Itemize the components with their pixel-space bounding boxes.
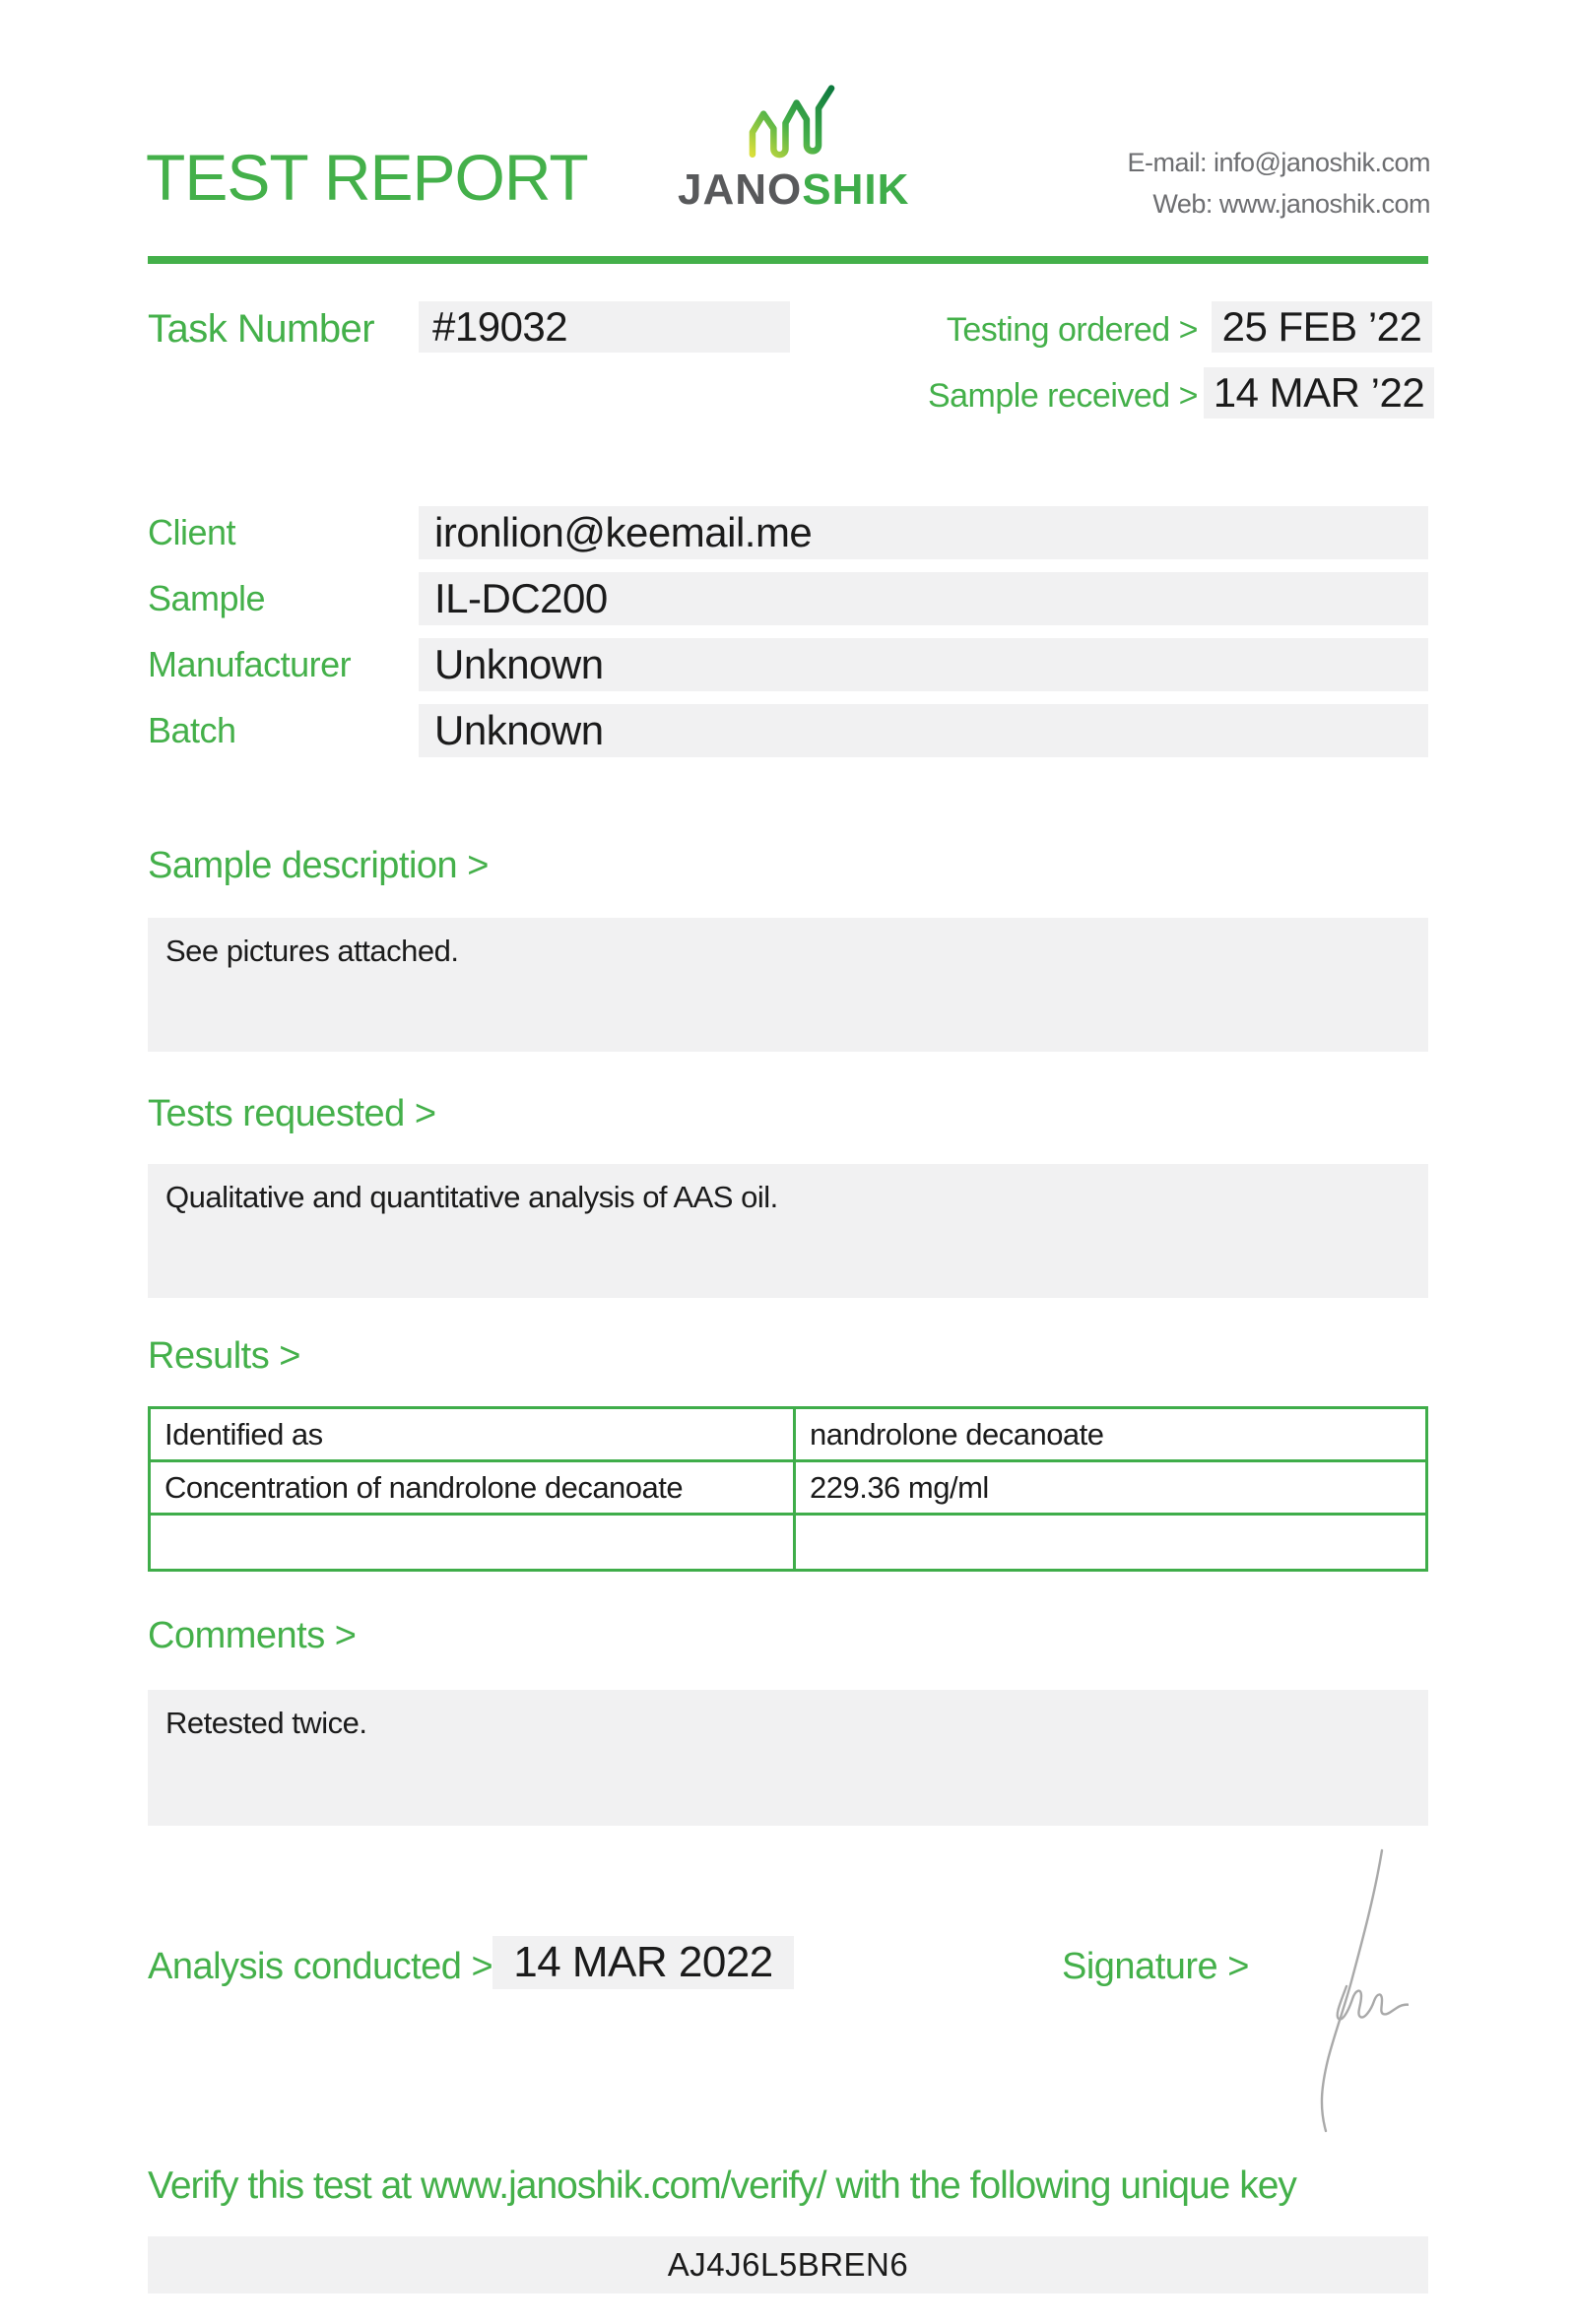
logo-text-jano: JANO (678, 165, 803, 214)
tests-requested-text: Qualitative and quantitative analysis of AAS oil. (165, 1180, 778, 1214)
unique-key-bar (148, 2236, 1428, 2293)
header-divider (148, 256, 1428, 264)
logo-text-shik: SHIK (802, 165, 910, 214)
sample-received-value: 14 MAR ’22 (1213, 369, 1425, 416)
batch-value: Unknown (434, 707, 604, 753)
client-value: ironlion@keemail.me (434, 509, 813, 555)
task-number-label: Task Number (148, 307, 375, 351)
batch-field (419, 704, 1428, 757)
growth-chart-icon (746, 83, 838, 163)
sample-description-box (148, 918, 1428, 1052)
task-number-value: #19032 (432, 303, 568, 350)
manufacturer-value: Unknown (434, 641, 604, 687)
signature-scribble (1285, 1847, 1409, 2135)
comments-text: Retested twice. (165, 1706, 367, 1740)
sample-value: IL-DC200 (434, 575, 608, 621)
table-row (150, 1461, 1427, 1515)
contact-web: Web: www.janoshik.com (1152, 188, 1430, 219)
contact-info (1127, 143, 1430, 226)
testing-ordered-label: Testing ordered > (946, 311, 1198, 349)
analysis-conducted-label: Analysis conducted > (148, 1946, 493, 1987)
sample-description-heading: Sample description > (148, 845, 489, 886)
tests-requested-heading: Tests requested > (148, 1093, 436, 1134)
comments-heading: Comments > (148, 1615, 357, 1656)
analysis-conducted-field (492, 1936, 794, 1989)
sample-label: Sample (148, 578, 266, 618)
sample-field (419, 572, 1428, 625)
signature-label: Signature > (1062, 1946, 1249, 1987)
result-name-cell: Identified as (150, 1408, 795, 1461)
analysis-conducted-value: 14 MAR 2022 (513, 1938, 773, 1986)
verify-instruction: Verify this test at www.janoshik.com/verify/ with the following unique key (148, 2164, 1296, 2207)
testing-ordered-value: 25 FEB ’22 (1221, 303, 1422, 350)
comments-box (148, 1690, 1428, 1826)
logo-wordmark (678, 165, 910, 215)
table-row (150, 1515, 1427, 1571)
sample-received-field (1204, 367, 1434, 419)
result-name-cell (150, 1515, 795, 1571)
table-row (150, 1408, 1427, 1461)
manufacturer-field (419, 638, 1428, 691)
tests-requested-box (148, 1164, 1428, 1298)
sample-received-label: Sample received > (927, 377, 1198, 415)
result-value-cell: nandrolone decanoate (794, 1408, 1426, 1461)
page-title: TEST REPORT (146, 141, 588, 214)
manufacturer-label: Manufacturer (148, 644, 352, 684)
contact-email: E-mail: info@janoshik.com (1127, 148, 1430, 177)
unique-key-value: AJ4J6L5BREN6 (667, 2246, 909, 2283)
testing-ordered-field (1212, 301, 1432, 353)
sample-description-text: See pictures attached. (165, 934, 459, 968)
results-table (148, 1406, 1428, 1572)
result-value-cell: 229.36 mg/ml (794, 1461, 1426, 1515)
batch-label: Batch (148, 710, 236, 750)
result-value-cell (794, 1515, 1426, 1571)
result-name-cell: Concentration of nandrolone decanoate (150, 1461, 795, 1515)
client-label: Client (148, 512, 236, 552)
task-number-field (419, 301, 790, 353)
results-heading: Results > (148, 1335, 300, 1377)
client-field (419, 506, 1428, 559)
